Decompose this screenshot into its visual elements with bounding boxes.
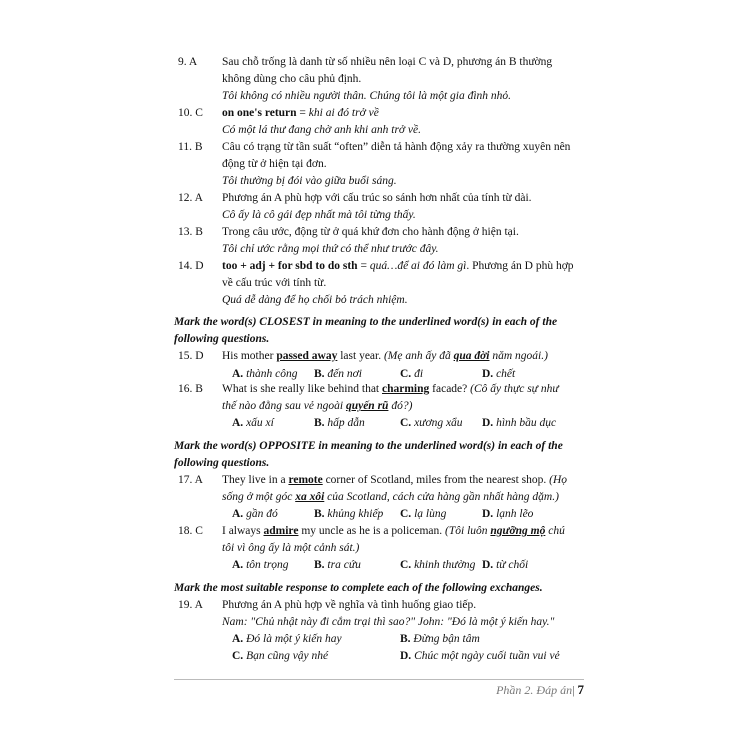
section-heading-opposite	[174, 438, 584, 472]
definition-text: khi ai đó trở về	[308, 107, 379, 119]
option-letter: B.	[400, 633, 411, 645]
option-text: hấp dẫn	[327, 417, 365, 429]
translation-line: Có một lá thư đang chờ anh khi anh trở về.	[222, 124, 422, 136]
footer-label: Phần 2. Đáp án	[496, 683, 573, 697]
explanation-line: Phương án A phù hợp với cấu trúc so sánh hơn nhất của tính từ dài.	[222, 192, 532, 204]
underlined-word: charming	[382, 383, 430, 395]
heading-line: Mark the word(s) CLOSEST in meaning to the underlined word(s) in each of the	[174, 316, 558, 328]
equals-sign: =	[296, 107, 309, 119]
translation-text: (Họ	[549, 474, 568, 486]
item-number: 9. A	[178, 56, 198, 68]
option-letter: D.	[482, 368, 494, 380]
option-text: tra cứu	[327, 559, 361, 571]
explanation-line: động từ ở hiện tại đơn.	[222, 158, 327, 170]
answer-item-12	[178, 190, 578, 224]
option-letter: D.	[482, 559, 494, 571]
option-text: thành công	[246, 368, 298, 380]
page-number: 7	[577, 682, 584, 697]
explanation-line: không dùng cho câu phủ định.	[222, 73, 362, 85]
translation-text: của Scotland, cách cửa hàng gần nhất hàng dặm.)	[324, 491, 559, 503]
option-letter: D.	[482, 508, 494, 520]
footer-rule	[174, 679, 584, 680]
question-16	[178, 381, 578, 415]
definition-text: quá…để ai đó làm gì	[369, 260, 467, 272]
item-number: 14. D	[178, 260, 204, 272]
option-b	[314, 506, 383, 523]
section-heading-closest	[174, 314, 584, 348]
item-number: 16. B	[178, 383, 203, 395]
option-text: từ chối	[496, 559, 529, 571]
question-line	[222, 348, 578, 365]
answer-item-9	[178, 54, 578, 105]
option-letter: B.	[314, 417, 325, 429]
option-a	[232, 415, 274, 432]
question-text: What is she really like behind that	[222, 383, 382, 395]
option-letter: B.	[314, 508, 325, 520]
explanation-rest: . Phương án D phù hợp	[466, 260, 574, 272]
question-line	[222, 472, 578, 489]
question-text: His mother	[222, 350, 277, 362]
option-text: Đó là một ý kiến hay	[246, 633, 342, 645]
option-text: xương xẩu	[414, 417, 463, 429]
item-number: 18. C	[178, 525, 203, 537]
underlined-translation: quyến rũ	[345, 400, 389, 412]
option-text: Bạn cũng vậy nhé	[246, 650, 329, 662]
page-footer	[484, 682, 584, 698]
question-18	[178, 523, 578, 557]
option-text: tôn trọng	[246, 559, 289, 571]
option-letter: A.	[232, 559, 244, 571]
translation-line: Tôi thường bị đói vào giữa buổi sáng.	[222, 175, 397, 187]
answer-item-10	[178, 105, 578, 139]
translation-line: Quá dễ dàng để họ chối bỏ trách nhiệm.	[222, 294, 408, 306]
option-letter: A.	[232, 633, 244, 645]
option-letter: A.	[232, 368, 244, 380]
option-letter: C.	[400, 508, 412, 520]
item-number: 13. B	[178, 226, 203, 238]
item-number: 17. A	[178, 474, 203, 486]
translation-text: (Tôi luôn	[445, 525, 491, 537]
item-number: 12. A	[178, 192, 203, 204]
option-a	[232, 506, 278, 523]
question-line	[222, 489, 578, 506]
item-number: 11. B	[178, 141, 203, 153]
option-d	[482, 557, 528, 574]
translation-line: Nam: "Chủ nhật này đi cắm trại thì sao?" John: "Đó là một ý kiến hay."	[222, 616, 555, 628]
option-a	[232, 557, 289, 574]
question-text: They live in a	[222, 474, 289, 486]
heading-line: Mark the most suitable response to complete each of the following exchanges.	[174, 582, 543, 594]
option-c	[400, 506, 446, 523]
translation-text: đó?)	[388, 400, 413, 412]
question-text: corner of Scotland, miles from the nearest shop.	[322, 474, 550, 486]
heading-line: following questions.	[174, 333, 270, 345]
option-letter: B.	[314, 368, 325, 380]
translation-text: năm ngoái.)	[489, 350, 548, 362]
option-text: đến nơi	[327, 368, 362, 380]
underlined-translation: qua đời	[453, 350, 490, 362]
option-text: Đừng bận tâm	[413, 633, 480, 645]
question-15	[178, 348, 578, 365]
option-a	[232, 631, 342, 648]
translation-text: sống ở một góc	[222, 491, 296, 503]
translation-text: thế nào đằng sau vẻ ngoài	[222, 400, 346, 412]
section-heading-response	[174, 580, 584, 597]
translation-text: tôi vì ông ấy là một cảnh sát.)	[222, 542, 360, 554]
item-number: 15. D	[178, 350, 204, 362]
option-text: lạnh lẽo	[496, 508, 534, 520]
explanation-line: Trong câu ước, động từ ở quá khứ đơn cho hành động ở hiện tại.	[222, 226, 519, 238]
translation-text: chú	[545, 525, 565, 537]
answer-item-14	[178, 258, 578, 309]
answer-item-11	[178, 139, 578, 190]
underlined-translation: xa xôi	[295, 491, 325, 503]
heading-line: Mark the word(s) OPPOSITE in meaning to the underlined word(s) in each of the	[174, 440, 563, 452]
question-text: last year.	[337, 350, 384, 362]
structure-text: on one's return	[222, 107, 297, 119]
explanation-line: Câu có trạng từ tần suất “often” diễn tả hành động xảy ra thường xuyên nên	[222, 141, 571, 153]
question-line	[222, 540, 578, 557]
structure-text: too + adj + for sbd to do sth	[222, 260, 358, 272]
option-text: khinh thường	[414, 559, 476, 571]
option-letter: C.	[400, 368, 412, 380]
option-text: đi	[414, 368, 424, 380]
option-d	[482, 415, 556, 432]
option-text: lạ lùng	[414, 508, 447, 520]
underlined-word: remote	[288, 474, 323, 486]
option-letter: A.	[232, 417, 244, 429]
option-b	[314, 415, 365, 432]
explanation-line: Phương án A phù hợp về nghĩa và tình huống giao tiếp.	[222, 599, 477, 611]
option-text: khủng khiếp	[327, 508, 384, 520]
question-line	[222, 381, 578, 398]
option-letter: D.	[400, 650, 412, 662]
option-letter: A.	[232, 508, 244, 520]
heading-line: following questions.	[174, 457, 270, 469]
question-text: I always	[222, 525, 264, 537]
translation-line: Cô ấy là cô gái đẹp nhất mà tôi từng thấy.	[222, 209, 416, 221]
underlined-word: admire	[263, 525, 299, 537]
option-text: Chúc một ngày cuối tuần vui vẻ	[414, 650, 560, 662]
explanation-line: về cấu trúc với tính từ.	[222, 277, 327, 289]
option-letter: B.	[314, 559, 325, 571]
question-19	[178, 597, 578, 631]
option-c	[400, 557, 475, 574]
question-text: facade?	[429, 383, 471, 395]
question-17	[178, 472, 578, 506]
option-b	[314, 557, 361, 574]
underlined-translation: ngưỡng mộ	[490, 525, 546, 537]
option-c	[232, 648, 328, 665]
option-d	[482, 506, 533, 523]
option-c	[400, 415, 463, 432]
option-letter: C.	[400, 417, 412, 429]
item-number: 19. A	[178, 599, 203, 611]
footer-separator: |	[572, 683, 575, 697]
option-d	[400, 648, 560, 665]
option-letter: C.	[232, 650, 244, 662]
question-text: my uncle as he is a policeman.	[298, 525, 446, 537]
option-text: chết	[496, 368, 516, 380]
translation-text: (Cô ấy thực sự như	[470, 383, 559, 395]
underlined-word: passed away	[276, 350, 338, 362]
explanation-line	[222, 258, 578, 275]
explanation-line	[222, 105, 578, 122]
translation-text: (Mẹ anh ấy đã	[383, 350, 454, 362]
option-letter: C.	[400, 559, 412, 571]
question-line	[222, 398, 578, 415]
option-letter: D.	[482, 417, 494, 429]
equals-sign: =	[357, 260, 370, 272]
explanation-line: Sau chỗ trống là danh từ số nhiều nên loại C và D, phương án B thường	[222, 56, 553, 68]
option-b	[400, 631, 480, 648]
option-text: hình bầu dục	[496, 417, 557, 429]
question-line	[222, 523, 578, 540]
translation-line: Tôi không có nhiều người thân. Chúng tôi là một gia đình nhỏ.	[222, 90, 512, 102]
item-number: 10. C	[178, 107, 203, 119]
option-text: gần đó	[246, 508, 278, 520]
answer-item-13	[178, 224, 578, 258]
translation-line: Tôi chỉ ước rằng mọi thứ có thể như trước đây.	[222, 243, 439, 255]
option-text: xấu xí	[246, 417, 274, 429]
